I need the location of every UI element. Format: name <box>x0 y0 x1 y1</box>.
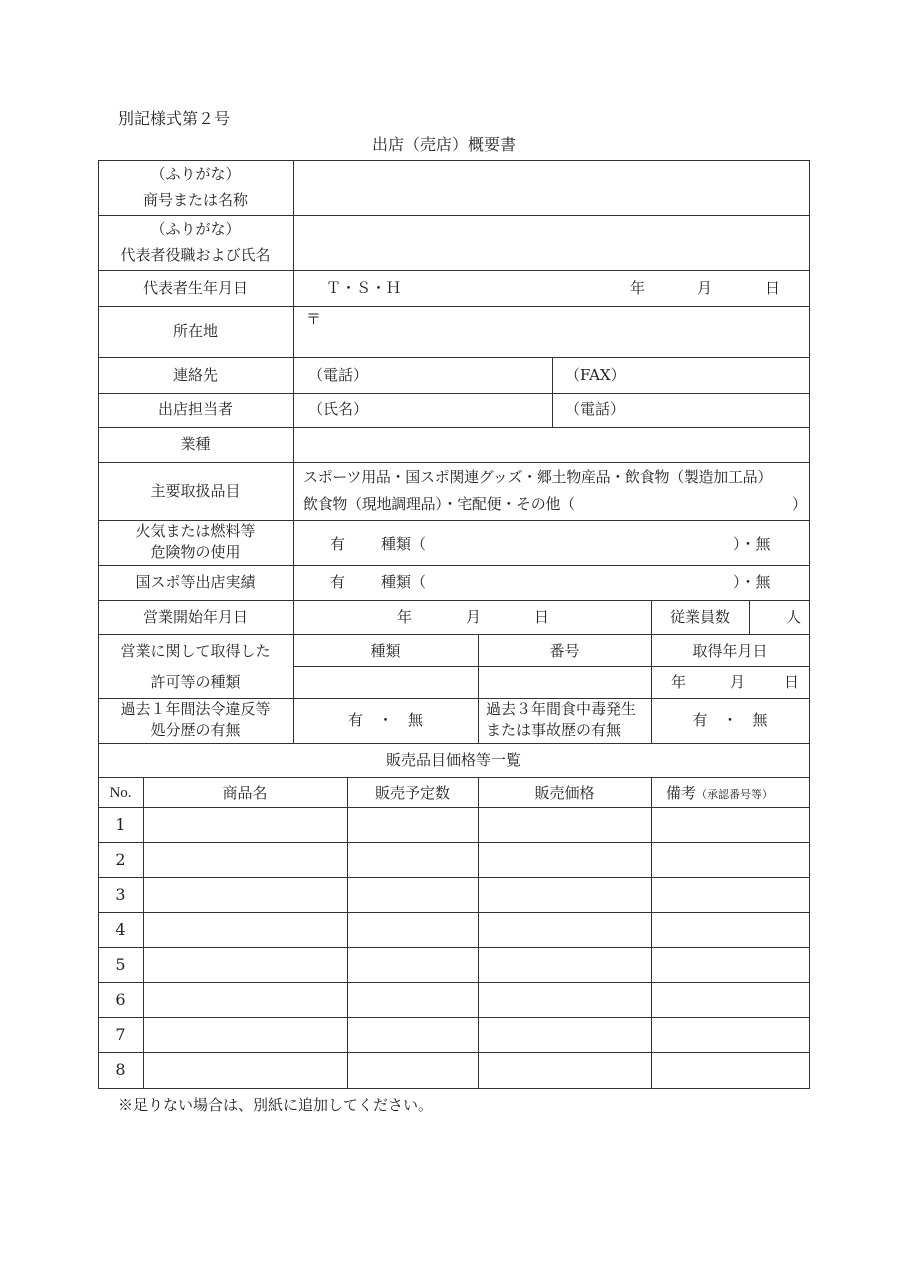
representative-label: 代表者役職および氏名 <box>120 246 271 264</box>
header-planned-quantity: 販売予定数 <box>374 784 450 802</box>
form-number: 別記様式第２号 <box>118 109 231 128</box>
representative-field[interactable] <box>295 217 808 269</box>
row-number: 8 <box>115 1060 126 1079</box>
permit-year-unit: 年 <box>671 673 687 691</box>
violations-label-line1: 過去１年間法令違反等 <box>120 700 271 718</box>
row-number: 5 <box>115 955 126 974</box>
remarks-cell[interactable] <box>653 914 808 946</box>
header-product-name: 商品名 <box>222 784 268 802</box>
address-label: 所在地 <box>172 322 218 340</box>
row-number: 6 <box>115 990 126 1009</box>
row-number: 3 <box>115 885 126 904</box>
product-name-cell[interactable] <box>145 1019 342 1051</box>
start-date-label: 営業開始年月日 <box>142 608 248 626</box>
planned-quantity-cell[interactable] <box>349 949 477 981</box>
record-kind: 種類（ <box>381 573 427 591</box>
row-number: 1 <box>115 815 126 834</box>
header-no: No. <box>109 785 132 801</box>
product-name-cell[interactable] <box>145 914 342 946</box>
planned-quantity-cell[interactable] <box>349 1054 477 1086</box>
product-name-cell[interactable] <box>145 809 342 841</box>
planned-quantity-cell[interactable] <box>349 879 477 911</box>
remarks-cell[interactable] <box>653 1019 808 1051</box>
fire-kind: 種類（ <box>381 535 427 553</box>
contact-fax-label: （FAX） <box>565 366 626 384</box>
era-options[interactable]: Ｔ・Ｓ・Ｈ <box>326 279 402 297</box>
permit-number-header: 番号 <box>549 642 580 660</box>
row-number: 4 <box>115 920 126 939</box>
fire-close-no[interactable]: ）・無 <box>733 535 771 553</box>
permit-kind-header: 種類 <box>370 642 401 660</box>
staff-name-label: （氏名） <box>308 400 369 418</box>
poisoning-label-line2: または事故歴の有無 <box>486 721 622 739</box>
record-close-no[interactable]: ）・無 <box>733 573 771 591</box>
record-yes[interactable]: 有 <box>330 573 346 591</box>
price-cell[interactable] <box>480 949 650 981</box>
row-number: 7 <box>115 1025 126 1044</box>
remarks-cell[interactable] <box>653 1054 808 1086</box>
fire-label-line1: 火気または燃料等 <box>135 522 256 540</box>
poisoning-yes-no[interactable]: 有 ・ 無 <box>692 711 768 729</box>
main-items-label: 主要取扱品目 <box>150 482 241 500</box>
permit-number-field[interactable] <box>480 668 650 697</box>
remarks-cell[interactable] <box>653 809 808 841</box>
header-price: 販売価格 <box>534 784 595 802</box>
permit-month-unit: 月 <box>730 673 746 691</box>
fire-yes[interactable]: 有 <box>330 535 346 553</box>
header-remarks <box>666 784 773 804</box>
violations-label-line2: 処分歴の有無 <box>150 721 241 739</box>
product-name-cell[interactable] <box>145 984 342 1016</box>
day-unit: 日 <box>765 279 781 297</box>
furigana-label: （ふりがな） <box>150 165 241 183</box>
row-number: 2 <box>115 850 126 869</box>
shop-name-field[interactable] <box>295 162 808 214</box>
planned-quantity-cell[interactable] <box>349 844 477 876</box>
record-label: 国スポ等出店実績 <box>135 573 256 591</box>
price-list-title: 販売品目価格等一覧 <box>385 751 521 769</box>
shop-name-label: 商号または名称 <box>142 191 248 209</box>
price-cell[interactable] <box>480 1019 650 1051</box>
employees-unit: 人 <box>786 608 802 626</box>
price-cell[interactable] <box>480 844 650 876</box>
staff-phone-label: （電話） <box>565 400 626 418</box>
product-name-cell[interactable] <box>145 949 342 981</box>
business-type-field[interactable] <box>295 429 808 461</box>
main-items-close-paren: ） <box>792 495 808 513</box>
address-field[interactable] <box>295 308 808 356</box>
poisoning-label-line1: 過去３年間食中毒発生 <box>486 700 637 718</box>
permits-label-line1: 営業に関して取得した <box>120 642 271 660</box>
planned-quantity-cell[interactable] <box>349 984 477 1016</box>
permit-day-unit: 日 <box>784 673 800 691</box>
permits-label-line2: 許可等の種類 <box>150 673 241 691</box>
year-unit: 年 <box>630 279 646 297</box>
birthdate-label: 代表者生年月日 <box>142 279 248 297</box>
footnote: ※足りない場合は、別紙に追加してください。 <box>118 1096 434 1114</box>
main-items-line2[interactable]: 飲食物（現地調理品）・宅配便・その他（ <box>303 495 575 513</box>
permit-kind-field[interactable] <box>295 668 477 697</box>
start-day-unit: 日 <box>534 608 550 626</box>
product-name-cell[interactable] <box>145 844 342 876</box>
fire-label-line2: 危険物の使用 <box>150 543 241 561</box>
price-cell[interactable] <box>480 1054 650 1086</box>
permit-date-header: 取得年月日 <box>692 642 768 660</box>
price-cell[interactable] <box>480 984 650 1016</box>
start-month-unit: 月 <box>466 608 482 626</box>
product-name-cell[interactable] <box>145 879 342 911</box>
start-year-unit: 年 <box>397 608 413 626</box>
staff-label: 出店担当者 <box>157 400 233 418</box>
planned-quantity-cell[interactable] <box>349 1019 477 1051</box>
remarks-cell[interactable] <box>653 984 808 1016</box>
price-cell[interactable] <box>480 914 650 946</box>
violations-yes-no[interactable]: 有 ・ 無 <box>347 711 423 729</box>
employees-label: 従業員数 <box>669 608 730 626</box>
planned-quantity-cell[interactable] <box>349 914 477 946</box>
price-cell[interactable] <box>480 879 650 911</box>
main-items-line1[interactable]: スポーツ用品・国スポ関連グッズ・郷土物産品・飲食物（製造加工品） <box>303 468 773 486</box>
remarks-cell[interactable] <box>653 844 808 876</box>
furigana-label: （ふりがな） <box>150 220 241 238</box>
planned-quantity-cell[interactable] <box>349 809 477 841</box>
header-remarks-label: 備考 <box>666 784 697 802</box>
remarks-cell[interactable] <box>653 879 808 911</box>
postal-mark: 〒 <box>306 310 322 328</box>
month-unit: 月 <box>697 279 713 297</box>
price-cell[interactable] <box>480 809 650 841</box>
page-title: 出店（売店）概要書 <box>372 135 517 154</box>
remarks-cell[interactable] <box>653 949 808 981</box>
contact-phone-label: （電話） <box>308 366 369 384</box>
product-name-cell[interactable] <box>145 1054 342 1086</box>
business-type-label: 業種 <box>180 435 211 453</box>
contact-label: 連絡先 <box>172 366 218 384</box>
header-remarks-note: （承認番号等） <box>696 788 774 801</box>
